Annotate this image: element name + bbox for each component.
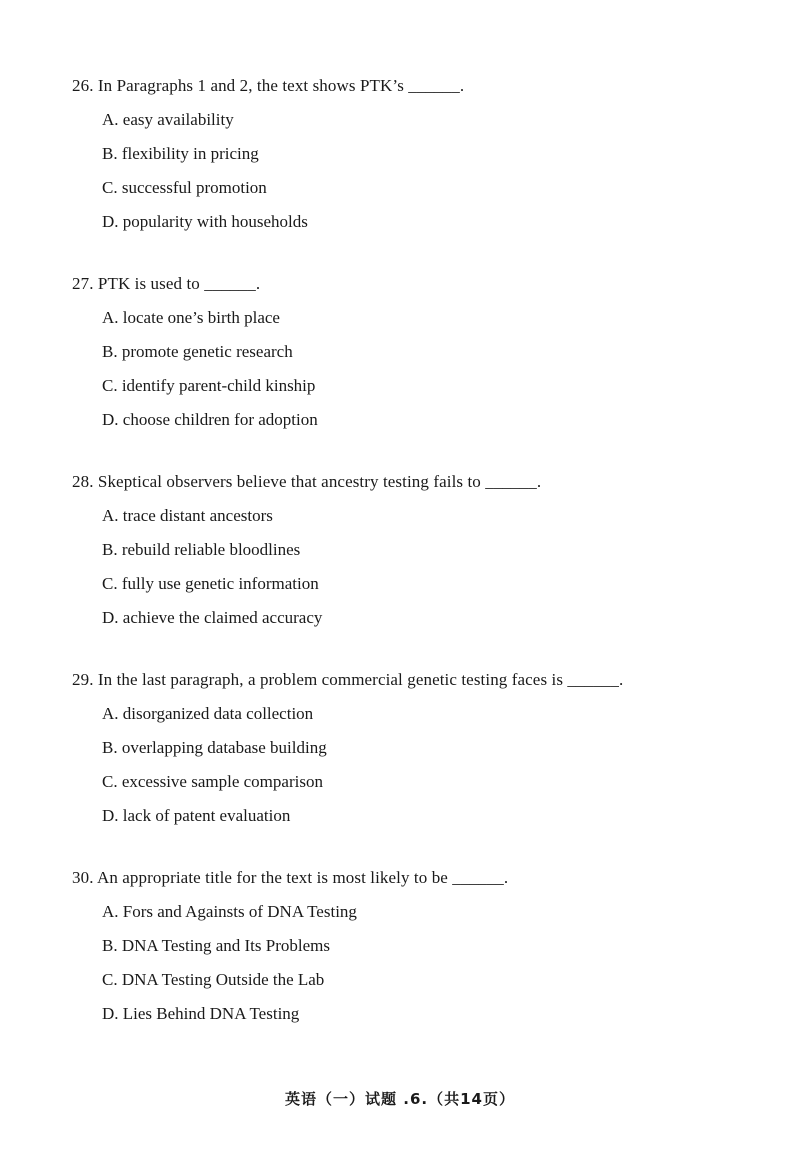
option-d: D. choose children for adoption <box>102 410 318 429</box>
option-list <box>72 106 732 236</box>
option-list <box>72 898 732 1028</box>
option-c: C. successful promotion <box>102 178 267 197</box>
question-28 <box>72 468 732 632</box>
option-a: A. trace distant ancestors <box>102 506 273 525</box>
option-c: C. identify parent-child kinship <box>102 376 316 395</box>
option-d: D. achieve the claimed accuracy <box>102 608 323 627</box>
question-stem: 28. Skeptical observers believe that ancestry testing fails to ______. <box>72 472 542 491</box>
option-list <box>72 304 732 434</box>
question-29 <box>72 666 732 830</box>
option-c: C. DNA Testing Outside the Lab <box>102 970 325 989</box>
question-30 <box>72 864 732 1028</box>
question-stem: 29. In the last paragraph, a problem commercial genetic testing faces is ______. <box>72 670 624 689</box>
option-d: D. popularity with households <box>102 212 308 231</box>
option-b: B. rebuild reliable bloodlines <box>102 540 301 559</box>
option-b: B. flexibility in pricing <box>102 144 259 163</box>
option-b: B. promote genetic research <box>102 342 293 361</box>
question-list <box>72 72 732 1062</box>
option-b: B. overlapping database building <box>102 738 327 757</box>
question-stem: 26. In Paragraphs 1 and 2, the text shows PTK’s ______. <box>72 76 465 95</box>
option-c: C. excessive sample comparison <box>102 772 323 791</box>
option-a: A. Fors and Againsts of DNA Testing <box>102 902 357 921</box>
question-stem: 27. PTK is used to ______. <box>72 274 261 293</box>
option-a: A. disorganized data collection <box>102 704 314 723</box>
option-d: D. Lies Behind DNA Testing <box>102 1004 300 1023</box>
option-list <box>72 700 732 830</box>
option-d: D. lack of patent evaluation <box>102 806 291 825</box>
option-a: A. locate one’s birth place <box>102 308 280 327</box>
option-c: C. fully use genetic information <box>102 574 319 593</box>
question-27 <box>72 270 732 434</box>
question-stem: 30. An appropriate title for the text is most likely to be ______. <box>72 868 509 887</box>
option-list <box>72 502 732 632</box>
question-26 <box>72 72 732 236</box>
option-b: B. DNA Testing and Its Problems <box>102 936 330 955</box>
option-a: A. easy availability <box>102 110 234 129</box>
page-footer: 英语（一）试题 .6.（共14页） <box>285 1090 515 1108</box>
